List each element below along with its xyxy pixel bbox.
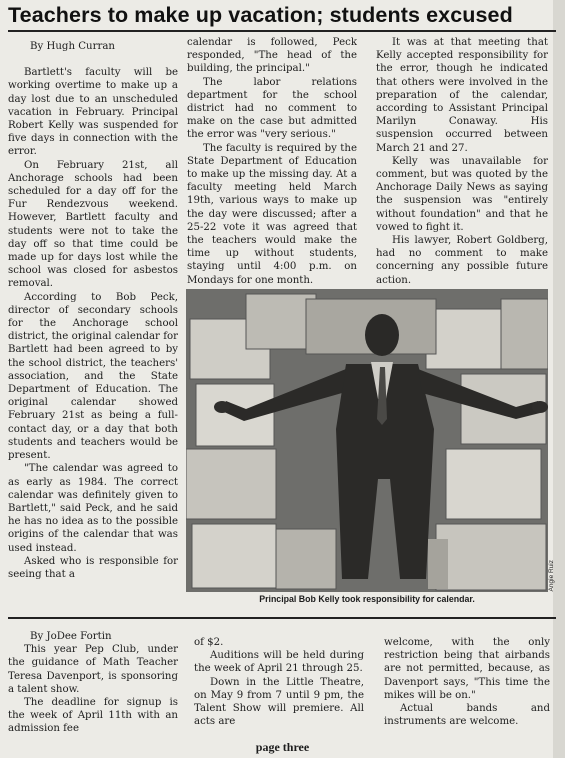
article1-paragraph: The faculty is required by the State Department of Education to make up the missing day. At a faculty meeting held March 19th, various ways to make up the day were discussed; after a 25-22 vote it was agreed that the teachers would make the time up without students, staying until 4:00 p.m. on Mondays for one month. [187,142,357,286]
article2-byline: By JoDee Fortin [30,631,112,642]
article1-column-1 [8,40,178,610]
article1-paragraph: According to Bob Peck, director of secondary schools for the Anchorage school district, the original calendar for Bartlett had been agreed to by the school district, the teachers' association, and the State Department of Education. The original calendar showed February 21st as being a full-contact day, or a day that both students and teachers would be present. [8,291,178,462]
article1-paragraph: Bartlett's faculty will be working overtime to make up a day lost due to an unscheduled vacation in February. Principal Robert Kelly was suspended for five days in connection with the error. [8,67,178,158]
article2-paragraph: Actual bands and instruments are welcome. [384,703,550,728]
article1-paragraph: calendar is followed, Peck responded, "The head of the building, the principal." [187,37,357,75]
article2-column-1 [8,630,178,740]
page-number: page three [255,740,310,754]
headline-rule [8,30,556,32]
photo-credit: Angie Ruiz [548,560,555,592]
photo-caption: Principal Bob Kelly took responsibility for calendar. [259,594,475,604]
article1-paragraph: His lawyer, Robert Goldberg, had no comment to make concerning any possible future action. [376,235,548,286]
article1-paragraph: It was at that meeting that Kelly accepted responsibility for the error, though he indicated that others were involved in the preparation of the calendar, according to Assistant Principal Marilyn Conaway. His suspension occurred between March 21 and 27. [376,37,548,154]
article1-paragraph: "The calendar was agreed to as early as 1984. The correct calendar was definitely given to Bartlett," said Peck, and he said he has no idea as to the possible origins of the calendar that was used instead. [8,463,178,554]
article1-paragraph: Kelly was unavailable for comment, but was quoted by the Anchorage Daily News as saying the suspension was "entirely without foundation" and that he vowed to fight it. [376,155,548,233]
article1-column-2 [187,36,357,286]
principal-photo [186,289,548,592]
article2-column-2 [194,636,364,740]
article2-paragraph: of $2. [194,637,224,648]
article1-column-3 [376,36,548,286]
article2-paragraph: Auditions will be held during the week of April 21 through 25. [194,650,364,675]
article2-paragraph: This year Pep Club, under the guidance of Math Teacher Teresa Davenport, is sponsoring a talent show. [8,644,178,695]
photo-image [186,289,548,592]
article2-paragraph: welcome, with the only restriction being that airbands are not permitted, because, as Davenport says, "This time the mikes will be on." [384,637,550,701]
page-edge [553,0,565,758]
article1-paragraph: On February 21st, all Anchorage schools had been scheduled for a day off for the Fur Rendezvous weekend. However, Bartlett faculty and students were not to take the day off so that time could be made up for days lost while the school was closed for asbestos removal. [8,159,178,290]
headline: Teachers to make up vacation; students excused [8,3,513,27]
article2-paragraph: Down in the Little Theatre, on May 9 from 7 until 9 pm, the Talent Show will premiere. All acts are [194,676,364,728]
section-divider [8,617,556,619]
article1-paragraph: The labor relations department for the school district had no comment to make on the case but admitted the error was "very serious." [187,76,357,141]
article1-byline: By Hugh Curran [30,41,115,52]
article2-column-3 [384,636,550,740]
article2-paragraph: The deadline for signup is the week of April 11th with an admission fee [8,697,178,735]
article1-paragraph: Asked who is responsible for seeing that a [8,555,178,580]
